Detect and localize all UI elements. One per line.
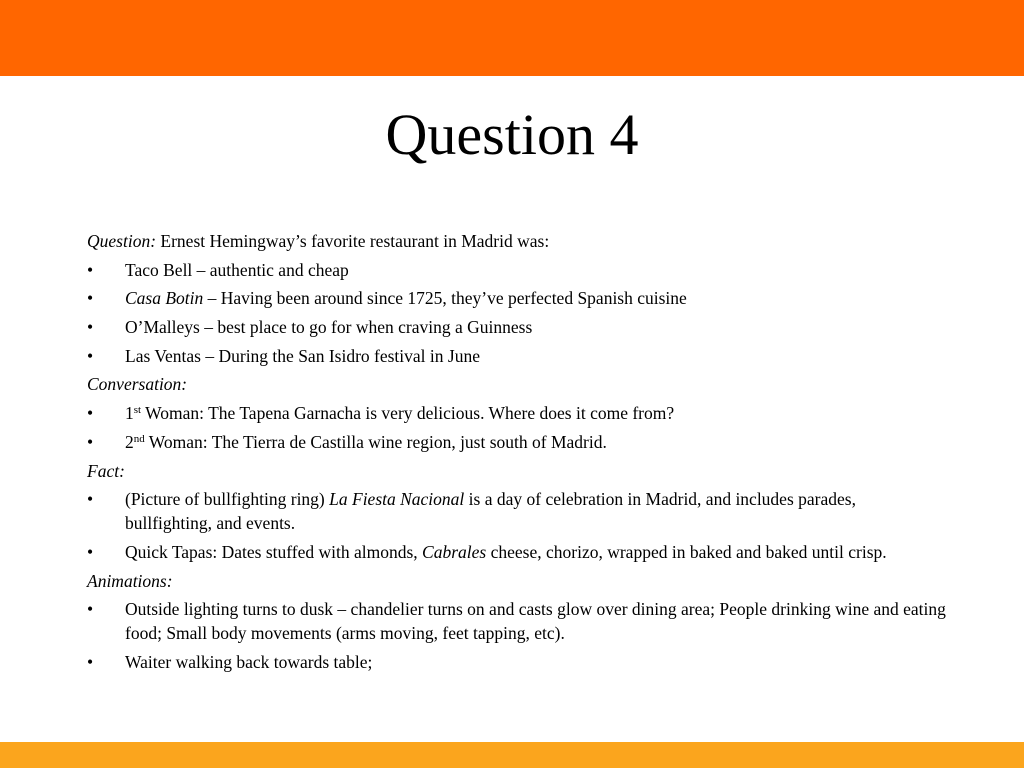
bullet-icon: •: [87, 431, 94, 452]
bullet-icon: •: [87, 259, 94, 280]
bullet-icon: •: [87, 403, 94, 424]
speaker-number: 1: [125, 403, 134, 424]
animations-heading: Animations:: [87, 570, 173, 591]
animation-text: Waiter walking back towards table;: [125, 651, 373, 672]
bottom-accent-bar: [0, 742, 1024, 768]
fact-item: [87, 540, 947, 564]
option-text: O’Malleys – best place to go for when craving a Guinness: [125, 317, 533, 338]
conversation-text: Woman: The Tapena Garnacha is very delicious. Where does it come from?: [141, 403, 675, 424]
slide-body: [87, 229, 947, 679]
option-text: Taco Bell – authentic and cheap: [125, 259, 349, 280]
conversation-line: [87, 401, 947, 425]
fact-text: (Picture of bullfighting ring): [125, 489, 330, 510]
fact-text: Quick Tapas: Dates stuffed with almonds,: [125, 541, 423, 562]
question-option: [87, 344, 947, 368]
question-option: [87, 315, 947, 339]
conversation-text: Woman: The Tierra de Castilla wine region, just south of Madrid.: [144, 431, 607, 452]
bullet-icon: •: [87, 317, 94, 338]
fact-heading: Fact:: [87, 460, 125, 481]
question-option: [87, 286, 947, 310]
bullet-icon: •: [87, 345, 94, 366]
conversation-heading: Conversation:: [87, 374, 188, 395]
speaker-ordinal: nd: [133, 432, 145, 445]
animation-item: [87, 650, 947, 674]
bullet-icon: •: [87, 651, 94, 672]
fact-text: is a day of celebration in Madrid, and includes parades, bullfighting, and events.: [125, 489, 856, 534]
animation-item: [87, 597, 947, 645]
fact-text: cheese, chorizo, wrapped in baked and baked until crisp.: [486, 541, 887, 562]
slide-title: Question 4: [385, 102, 639, 167]
speaker-number: 2: [125, 431, 134, 452]
top-accent-bar: [0, 0, 1024, 76]
question-line: [87, 229, 947, 253]
bullet-icon: •: [87, 288, 94, 309]
conversation-line: [87, 430, 947, 454]
fact-italic-text: Cabrales: [422, 541, 487, 562]
animation-text: Outside lighting turns to dusk – chandelier turns on and casts glow over dining area; People drinking wine and eating food; Small body movements (arms moving, feet tapping, etc).: [125, 599, 946, 644]
speaker-ordinal: st: [133, 404, 142, 417]
question-heading: Question:: [87, 231, 157, 251]
bullet-icon: •: [87, 489, 94, 510]
fact-item: [87, 487, 947, 535]
option-italic-text: Casa Botin: [125, 288, 204, 309]
question-option: [87, 258, 947, 282]
bullet-icon: •: [87, 541, 94, 562]
bullet-icon: •: [87, 599, 94, 620]
question-text: Ernest Hemingway’s favorite restaurant in Madrid was:: [160, 231, 550, 251]
option-text: – Having been around since 1725, they’ve perfected Spanish cuisine: [203, 288, 687, 309]
option-text: Las Ventas – During the San Isidro festival in June: [125, 345, 480, 366]
fact-italic-text: La Fiesta Nacional: [329, 489, 465, 510]
